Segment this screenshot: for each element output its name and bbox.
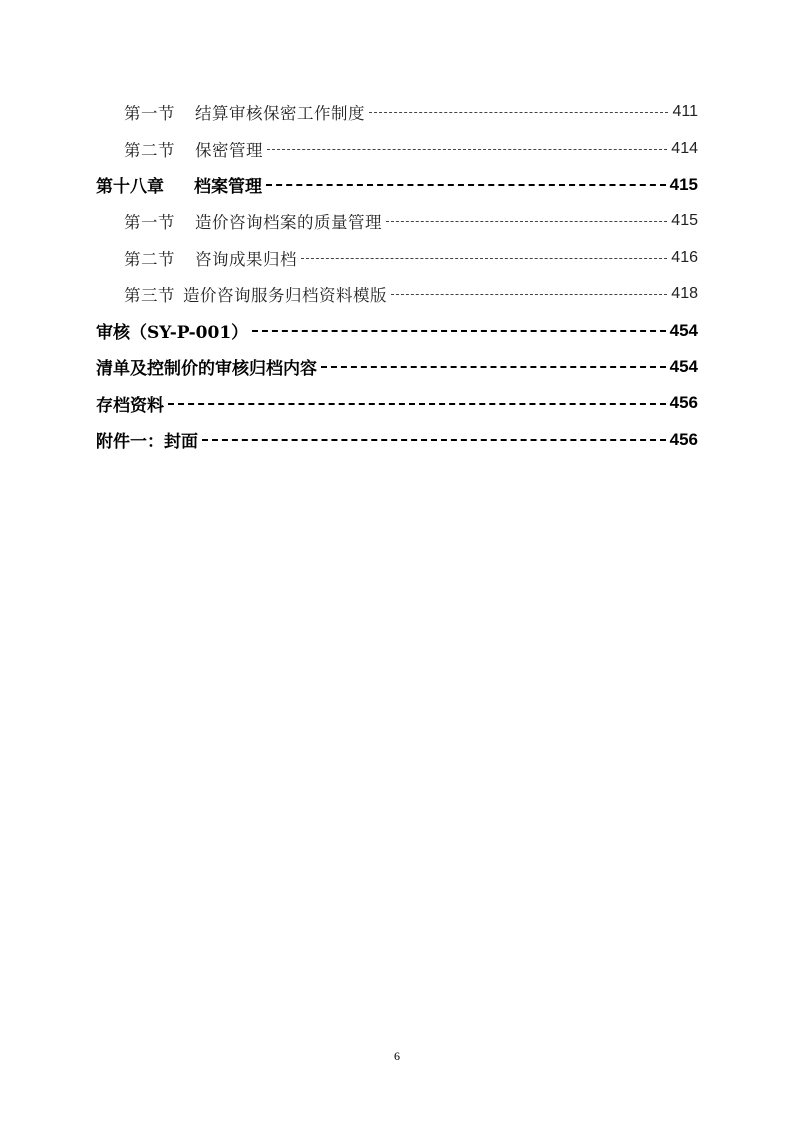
toc-leader	[391, 294, 667, 295]
toc-entry[interactable]	[96, 422, 698, 458]
toc-leader	[386, 221, 667, 222]
toc-entry-title: 存档资料	[96, 395, 164, 416]
toc-leader	[369, 112, 668, 113]
toc-entry-page: 418	[671, 285, 698, 303]
toc-entry-page: 416	[671, 248, 698, 266]
toc-leader	[321, 366, 666, 368]
toc-entry-page: 456	[669, 429, 698, 449]
toc-entry[interactable]	[96, 385, 698, 421]
toc-entry-page: 415	[669, 174, 698, 194]
toc-entry-page: 454	[669, 320, 698, 340]
toc-entry-prefix: 第三节	[124, 286, 175, 306]
toc-leader	[267, 149, 667, 150]
toc-entry[interactable]	[96, 349, 698, 385]
toc-leader	[252, 330, 665, 332]
toc-entry-title: 造价咨询服务归档资料模版	[183, 286, 387, 306]
page-number: 6	[394, 1049, 400, 1063]
toc-entry-title: 保密管理	[195, 140, 263, 160]
toc-entry[interactable]	[96, 240, 698, 276]
toc-leader	[301, 258, 667, 259]
toc-entry-page: 454	[669, 356, 698, 376]
toc-entry-title: 造价咨询档案的质量管理	[195, 213, 382, 233]
toc-entry-page: 414	[671, 139, 698, 157]
toc-entry-title: 附件一：封面	[96, 432, 198, 453]
toc-entry-title: 结算审核保密工作制度	[195, 104, 365, 124]
toc-leader	[266, 184, 666, 186]
toc-entry[interactable]	[96, 312, 698, 348]
toc-entry[interactable]	[96, 167, 698, 203]
table-of-contents	[96, 94, 698, 458]
toc-entry-prefix: 第二节	[124, 140, 175, 160]
toc-entry-prefix: 第十八章	[96, 177, 164, 198]
toc-entry[interactable]	[96, 276, 698, 312]
toc-entry-prefix: 第二节	[124, 249, 175, 269]
toc-entry-page: 411	[672, 103, 698, 121]
toc-entry[interactable]	[96, 130, 698, 166]
toc-leader	[168, 403, 666, 405]
toc-entry-title: 审核（SY-P-001）	[96, 323, 249, 344]
toc-entry[interactable]	[96, 203, 698, 239]
toc-entry[interactable]	[96, 94, 698, 130]
toc-leader	[202, 439, 666, 441]
toc-entry-title: 档案管理	[194, 177, 262, 198]
toc-entry-prefix: 第一节	[124, 213, 175, 233]
toc-entry-title: 咨询成果归档	[195, 249, 297, 269]
toc-entry-title: 清单及控制价的审核归档内容	[96, 359, 317, 380]
toc-entry-page: 456	[669, 393, 698, 413]
toc-entry-page: 415	[671, 212, 698, 230]
toc-entry-prefix: 第一节	[124, 104, 175, 124]
